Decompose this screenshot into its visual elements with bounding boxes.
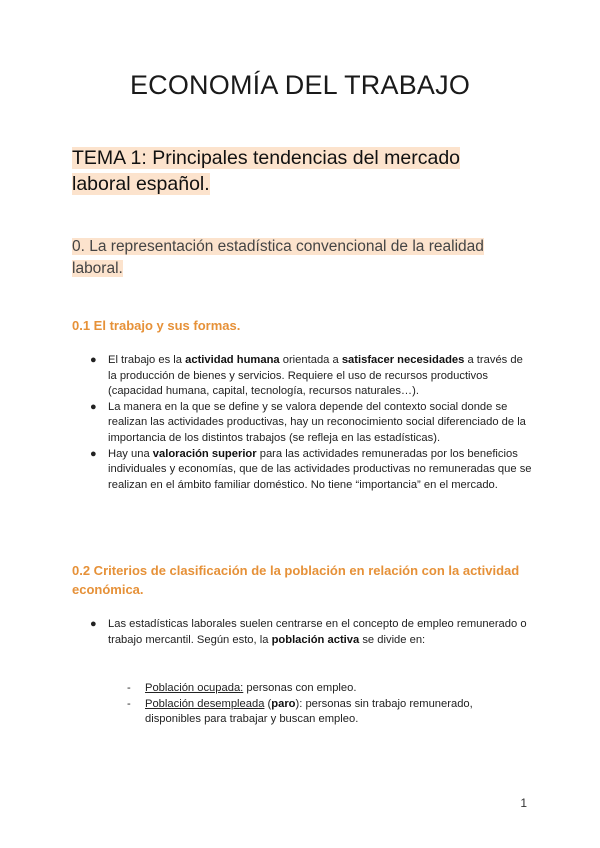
bullet-icon: ●: [90, 618, 97, 630]
topic-heading: [72, 145, 492, 197]
bullet-icon: ●: [90, 400, 97, 413]
list-item: - Población ocupada: personas con empleo.: [127, 681, 527, 697]
list-item: ● Las estadísticas laborales suelen centrarse en el concepto de empleo remunerado o trabajo mercantil. Según esto, la población activa se divide en:: [90, 618, 527, 646]
list-item: ● Hay una valoración superior para las actividades remuneradas por los beneficios individuales y economías, que de las actividades productivas no remuneradas que se realizan en el ámbito familiar doméstico. No tiene “importancia” en el mercado.: [90, 447, 532, 491]
population-dash-list: [127, 681, 527, 728]
section-0-2-bullet-list: [88, 617, 533, 648]
document-title: ECONOMÍA DEL TRABAJO: [129, 70, 471, 100]
topic-heading-text: TEMA 1: Principales tendencias del mercado laboral español.: [72, 147, 461, 195]
list-item: ● La manera en la que se define y se valora depende del contexto social donde se realizan las actividades productivas, hay un reconocimiento social diferenciado de la importancia de los distintos trabajos (se refleja en las estadísticas).: [90, 400, 526, 444]
section-0-2-heading: 0.2 Criterios de clasificación de la población en relación con la actividad económica.: [72, 563, 520, 597]
list-item: ● El trabajo es la actividad humana orientada a satisfacer necesidades a través de la producción de bienes y servicios. Requiere el uso de recursos productivos (capacidad humana, capital, tecnología, recursos naturales…).: [90, 354, 523, 398]
section-0-1-heading: 0.1 El trabajo y sus formas.: [72, 318, 241, 333]
dash-icon: -: [127, 682, 131, 694]
page-number: 1: [520, 796, 527, 810]
section-0-1-bullet-list: [88, 353, 533, 493]
dash-icon: -: [127, 697, 131, 710]
list-item: - Población desempleada (paro): personas sin trabajo remunerado, disponibles para trabajar y buscan empleo.: [127, 697, 473, 726]
section-0-heading-text: 0. La representación estadística convencional de la realidad laboral.: [72, 238, 484, 277]
bullet-icon: ●: [90, 354, 97, 366]
section-0-heading: [72, 236, 512, 280]
bullet-icon: ●: [90, 447, 97, 460]
